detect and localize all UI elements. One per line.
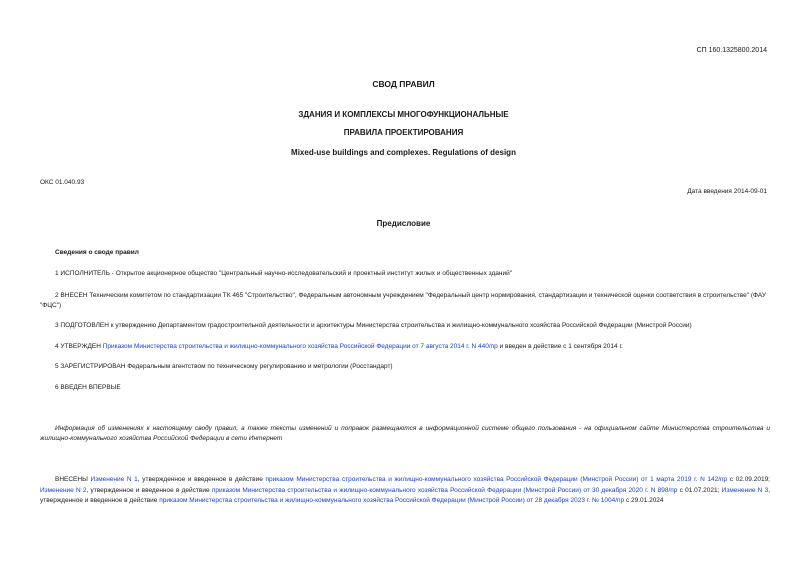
- amendment-3-link[interactable]: Изменение N 3: [721, 486, 769, 494]
- oks-code: ОКС 01.040.93: [40, 179, 85, 186]
- item-text: Федеральным агентством по техническому регулированию и метрологии (Росстандарт): [125, 363, 393, 370]
- amendment-1-date: с 02.09.2019;: [727, 476, 770, 483]
- intro-date: Дата введения 2014-09-01: [687, 188, 767, 195]
- amendment-1-link[interactable]: Изменение N 1: [90, 476, 138, 483]
- changes-info-text: Информация об изменениях к настоящему своду правил, а также тексты изменений и поправок размещаются в информационной системе общего пользования - на официальном сайте Министерства строительства и жилищно-коммунального хозяйства Российской Федерации в сети Интернет: [40, 425, 770, 442]
- preface-heading: Предисловие: [376, 219, 431, 228]
- item-text: к утверждению Департаментом градостроительной деятельности и архитектуры Министерства строительства и жилищно-коммунального хозяйства Российской Федерации (Минстрой России): [108, 322, 692, 329]
- section-title: Сведения о своде правил: [55, 249, 139, 256]
- preface-item-4: [55, 342, 770, 352]
- preface-item-3: [55, 321, 770, 331]
- document-title: СВОД ПРАВИЛ: [372, 79, 435, 89]
- document-subtitle-1: ЗДАНИЯ И КОМПЛЕКСЫ МНОГОФУНКЦИОНАЛЬНЫЕ: [298, 110, 509, 119]
- amendments-paragraph: [40, 475, 770, 507]
- item-lead: 6 ВВЕДЕН ВПЕРВЫЕ: [55, 384, 121, 391]
- amendment-2-order-link[interactable]: приказом Министерства строительства и жилищно-коммунального хозяйства Российской Федерации (Минстрой России) от 30 декабря 2020 г. N 898/пр: [211, 486, 678, 494]
- document-code: СП 160.1325800.2014: [696, 47, 767, 54]
- amendment-3-text: , утвержденное и введенное в действие: [40, 486, 771, 504]
- preface-item-6: [55, 383, 770, 393]
- item-lead: 2 ВНЕСЕН: [55, 292, 88, 299]
- item-text: - Открытое акционерное общество "Центральный научно-исследовательский и проектный институт жилых и общественных зданий": [109, 270, 513, 277]
- english-title: Mixed-use buildings and complexes. Regulations of design: [291, 148, 516, 157]
- item-lead: 1 ИСПОЛНИТЕЛЬ: [55, 270, 110, 277]
- preface-item-5: [55, 362, 770, 372]
- preface-item-2: [40, 291, 770, 311]
- item-text: Техническим комитетом по стандартизации ТК 465 "Строительство", Федеральным автономным учреждением "Федеральный центр нормирования, стандартизации и технической оценки соответствия в строительстве" (ФАУ "ФЦС"): [40, 292, 767, 309]
- amendment-2-link[interactable]: Изменение N 2: [40, 486, 87, 494]
- amendment-3-date: с 29.01.2024: [624, 497, 664, 504]
- amendment-1-order-link[interactable]: приказом Министерства строительства и жилищно-коммунального хозяйства Российской Федерации (Минстрой России) от 1 марта 2019 г. N 142/пр: [265, 476, 728, 483]
- amendment-2-date: с 01.07.2021;: [677, 486, 722, 494]
- preface-item-1: [55, 269, 770, 279]
- item-lead: 5 ЗАРЕГИСТРИРОВАН: [55, 363, 126, 370]
- item-lead: 4 УТВЕРЖДЕН: [55, 343, 101, 350]
- item-text: и введен в действие с 1 сентября 2014 г.: [497, 343, 623, 350]
- item-lead: 3 ПОДГОТОВЛЕН: [55, 322, 109, 329]
- amendments-lead: ВНЕСЕНЫ: [55, 476, 88, 483]
- approval-order-link[interactable]: Приказом Министерства строительства и жилищно-коммунального хозяйства Российской Федерации от 7 августа 2014 г. N 440/пр: [100, 343, 498, 350]
- document-subtitle-2: ПРАВИЛА ПРОЕКТИРОВАНИЯ: [343, 128, 464, 137]
- amendment-2-text: , утвержденное и введенное в действие: [86, 486, 212, 494]
- amendment-3-order-link[interactable]: приказом Министерства строительства и жилищно-коммунального хозяйства Российской Федерации (Минстрой России) от 28 декабря 2023 г. № 1004/пр: [159, 497, 625, 504]
- amendment-1-text: , утвержденное и введенное в действие: [137, 476, 266, 483]
